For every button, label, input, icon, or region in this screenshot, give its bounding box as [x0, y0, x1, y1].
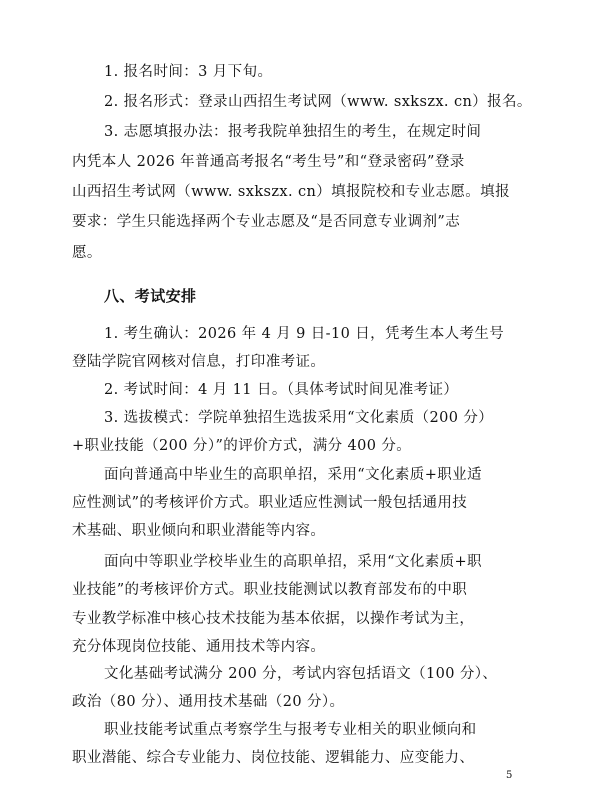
vocational-school-line-3: 专业教学标准中核心技术技能为基本依据，以操作考试为主，	[72, 611, 475, 627]
culture-exam-line-1: 文化基础考试满分 200 分，考试内容包括语文（100 分）、	[104, 666, 498, 682]
volunteer-method-line-2: 内凭本人 2026 年普通高考报名“考生号”和“登录密码”登录	[72, 154, 465, 170]
selection-mode-line-1: 3. 选拔模式：学院单独招生选拔采用“文化素质（200 分）	[104, 410, 494, 426]
section-heading-exam-arrangement: 八、考试安排	[104, 287, 197, 305]
vocational-school-line-1: 面向中等职业学校毕业生的高职单招，采用“文化素质+职	[104, 554, 482, 570]
volunteer-method-line-4: 要求：学生只能选择两个专业志愿及“是否同意专业调剂”志	[72, 214, 461, 230]
general-highschool-line-2: 应性测试”的考核评价方式。职业适应性测试一般包括通用技	[72, 495, 468, 511]
vocational-school-line-2: 业技能”的考核评价方式。职业技能测试以教育部发布的中职	[72, 582, 468, 598]
candidate-confirm-line-2: 登陆学院官网核对信息，打印准考证。	[72, 354, 326, 370]
volunteer-method-line-5: 愿。	[72, 245, 102, 261]
candidate-confirm-line-1: 1. 考生确认：2026 年 4 月 9 日-10 日，凭考生本人考生号	[104, 326, 505, 342]
vocational-school-line-4: 充分体现岗位技能、通用技术等内容。	[72, 639, 326, 655]
skill-exam-line-2: 职业潜能、综合专业能力、岗位技能、逻辑能力、应变能力、	[72, 750, 475, 766]
general-highschool-line-1: 面向普通高中毕业生的高职单招，采用“文化素质+职业适	[104, 467, 482, 483]
general-highschool-line-3: 术基础、职业倾向和职业潜能等内容。	[72, 523, 326, 539]
volunteer-method-line-1: 3. 志愿填报办法：报考我院单独招生的考生，在规定时间	[104, 124, 482, 140]
volunteer-method-line-3: 山西招生考试网（www. sxkszx. cn）填报院校和专业志愿。填报	[72, 184, 510, 200]
selection-mode-line-2: +职业技能（200 分）”的评价方式，满分 400 分。	[72, 438, 412, 454]
culture-exam-line-2: 政治（80 分）、通用技术基础（20 分）。	[72, 694, 345, 710]
enroll-time-line: 1. 报名时间：3 月下旬。	[104, 64, 273, 80]
exam-time-line: 2. 考试时间：4 月 11 日。（具体考试时间见准考证）	[104, 382, 459, 398]
page-number: 5	[506, 770, 513, 781]
enroll-form-line: 2. 报名形式：登录山西招生考试网（www. sxkszx. cn）报名。	[104, 94, 532, 110]
skill-exam-line-1: 职业技能考试重点考察学生与报考专业相关的职业倾向和	[104, 722, 477, 738]
